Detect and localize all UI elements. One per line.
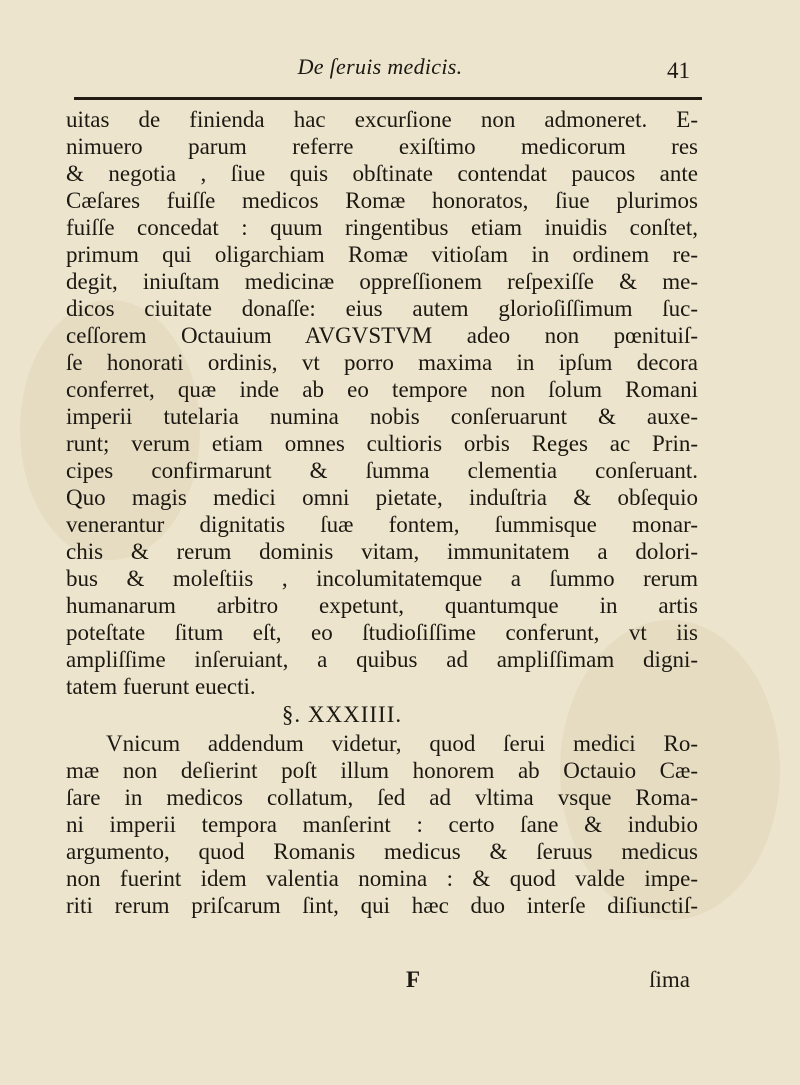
- text-line: Quo magis medici omni pietate, induſtria & obſequio: [66, 485, 698, 510]
- text-line: fuiſſe concedat : quum ringentibus etiam inuidis conſtet,: [66, 215, 698, 240]
- text-line: conferret, quæ inde ab eo tempore non ſolum Romani: [66, 377, 698, 402]
- catchline: [66, 966, 698, 994]
- text-line: non fuerint idem valentia nomina : & quod valde impe-: [66, 866, 698, 891]
- text-line: degit, iniuſtam medicinæ oppreſſionem reſpexiſſe & me-: [66, 269, 698, 294]
- paragraph-1: [66, 106, 698, 700]
- text-line: Vnicum addendum videtur, quod ſerui medici Ro-: [106, 731, 698, 756]
- text-line: ampliſſime inſeruiant, a quibus ad ampliſſimam digni-: [66, 647, 698, 672]
- text-line: tatem fuerunt euecti.: [66, 674, 256, 699]
- text-line: humanarum arbitro expetunt, quantumque in artis: [66, 593, 698, 618]
- text-line: imperii tutelaria numina nobis conſeruarunt & auxe-: [66, 404, 698, 429]
- text-line: chis & rerum dominis vitam, immunitatem a dolori-: [66, 539, 698, 564]
- section-heading: §. XXXIIII.: [281, 702, 403, 727]
- catchword: ſima: [649, 967, 690, 992]
- text-line: nimuero parum referre exiſtimo medicorum res: [66, 134, 698, 159]
- text-line: runt; verum etiam omnes cultioris orbis Reges ac Prin-: [66, 431, 698, 456]
- text-line: & negotia , ſiue quis obſtinate contendat paucos ante: [66, 161, 698, 186]
- text-line: riti rerum priſcarum ſint, qui hæc duo interſe diſiunctiſ-: [66, 893, 698, 918]
- text-line: Cæſares fuiſſe medicos Romæ honoratos, ſiue plurimos: [66, 188, 698, 213]
- running-head: [0, 0, 800, 100]
- page-number: 41: [667, 58, 690, 83]
- text-line: ni imperii tempora manſerint : certo ſane & indubio: [66, 812, 698, 837]
- running-head-title: De ſeruis medicis.: [297, 54, 463, 79]
- text-line: dicos ciuitate donaſſe: eius autem glorioſiſſimum ſuc-: [66, 296, 698, 321]
- text-line: ſe honorati ordinis, vt porro maxima in ipſum decora: [66, 350, 698, 375]
- text-line: ſare in medicos collatum, ſed ad vltima vsque Roma-: [66, 785, 698, 810]
- text-line: primum qui oligarchiam Romæ vitioſam in ordinem re-: [66, 242, 698, 267]
- text-line: ceſſorem Octauium AVGVSTVM adeo non pœnituiſ-: [66, 323, 698, 348]
- paragraph-2: [66, 730, 698, 919]
- text-line: poteſtate ſitum eſt, eo ſtudioſiſſime conferunt, vt iis: [66, 620, 698, 645]
- text-line: venerantur dignitatis ſuæ fontem, ſummisque monar-: [66, 512, 698, 537]
- text-line: mæ non deſierint poſt illum honorem ab Octauio Cæ-: [66, 758, 698, 783]
- text-line: cipes confirmarunt & ſumma clementia conſeruant.: [66, 458, 698, 483]
- header-rule: [74, 97, 702, 100]
- text-line: bus & moleſtiis , incolumitatemque a ſummo rerum: [66, 566, 698, 591]
- body-text: [66, 106, 698, 919]
- signature-mark: F: [406, 967, 421, 992]
- text-line: uitas de finienda hac excurſione non admoneret. E-: [66, 107, 698, 132]
- text-line: argumento, quod Romanis medicus & ſeruus medicus: [66, 839, 698, 864]
